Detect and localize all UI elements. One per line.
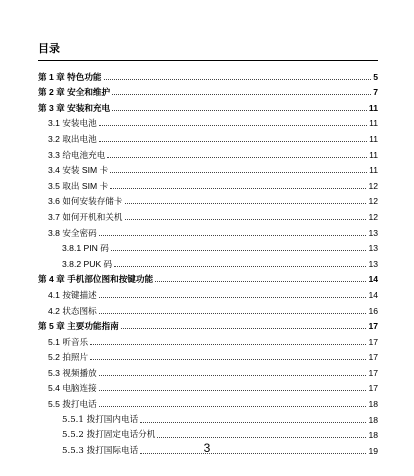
toc-entry[interactable]: [38, 82, 378, 98]
toc-entry-page: 11: [369, 118, 378, 129]
toc-entry-label: 5.4 电脑连接: [48, 383, 97, 394]
dot-leader: [111, 250, 367, 251]
toc-entry[interactable]: [38, 284, 378, 300]
toc-entry[interactable]: [38, 128, 378, 144]
dot-leader: [121, 328, 367, 329]
toc-entry-page: 12: [368, 211, 378, 222]
toc-entry[interactable]: [38, 425, 378, 441]
toc-entry[interactable]: [38, 97, 378, 113]
toc-entry[interactable]: [38, 144, 378, 160]
toc-entry-label: 3.3 给电池充电: [48, 149, 106, 160]
dot-leader: [104, 79, 372, 80]
toc-entry-page: 13: [368, 243, 378, 254]
toc-entry-page: 11: [369, 149, 378, 160]
toc-entry-label: 3.1 安装电池: [48, 118, 97, 129]
toc-entry[interactable]: [38, 378, 378, 394]
toc-entry-page: 13: [368, 227, 378, 238]
toc-entry-label: 3.4 安装 SIM 卡: [48, 165, 109, 176]
toc-entry[interactable]: [38, 409, 378, 425]
toc-entry-label: 5.5 拨打电话: [48, 399, 97, 410]
toc-entry[interactable]: [38, 113, 378, 129]
dot-leader: [155, 281, 366, 282]
toc-entry[interactable]: [38, 191, 378, 207]
toc-entry-page: 13: [368, 258, 378, 269]
toc-title: 目录: [38, 43, 60, 55]
toc-entry[interactable]: [38, 362, 378, 378]
toc-entry-label: 4.2 状态图标: [48, 305, 97, 316]
toc-entry-label: 第 4 章 手机部位图和按键功能: [38, 274, 154, 285]
toc-entry-page: 17: [368, 383, 378, 394]
toc-entry-label: 3.7 如何开机和关机: [48, 211, 123, 222]
dot-leader: [110, 188, 366, 189]
toc-entry-label: 3.2 取出电池: [48, 133, 97, 144]
toc-entry-page: 11: [369, 165, 378, 176]
toc-entry-page: 11: [368, 102, 378, 113]
dot-leader: [99, 297, 367, 298]
toc-entry-page: 11: [369, 133, 378, 144]
dot-leader: [99, 313, 367, 314]
toc-entry[interactable]: [38, 269, 378, 285]
toc-entry-label: 第 5 章 主要功能指南: [38, 321, 119, 332]
dot-leader: [112, 110, 367, 111]
toc-entry-page: 14: [368, 289, 378, 300]
dot-leader: [99, 141, 367, 142]
toc-entry-page: 12: [368, 180, 378, 191]
toc-entry-page: 17: [368, 352, 378, 363]
dot-leader: [107, 157, 367, 158]
toc-entry-label: 5.3 视频播放: [48, 367, 97, 378]
dot-leader: [125, 203, 367, 204]
toc-entry-page: 18: [368, 414, 378, 425]
toc-entry[interactable]: [38, 316, 378, 332]
dot-leader: [90, 359, 366, 360]
page-number: 3: [203, 441, 211, 455]
toc-entry-page: 19: [368, 445, 378, 456]
toc-entry-page: 18: [368, 430, 378, 441]
toc-entry[interactable]: [38, 206, 378, 222]
dot-leader: [125, 219, 367, 220]
toc-entry-label: 3.8.1 PIN 码: [62, 243, 109, 254]
dot-leader: [90, 344, 366, 345]
toc-entry-label: 5.5.1 拨打国内电话: [62, 414, 139, 425]
toc-entry-label: 5.1 听音乐: [48, 336, 89, 347]
toc-entry-page: 12: [368, 196, 378, 207]
toc-entry-page: 7: [373, 87, 378, 98]
toc-entry-label: 3.6 如何安装存储卡: [48, 196, 123, 207]
toc-entry[interactable]: [38, 393, 378, 409]
dot-leader: [99, 390, 367, 391]
dot-leader: [140, 422, 366, 423]
toc-entry-label: 3.8 安全密码: [48, 227, 97, 238]
toc-entry-page: 17: [368, 336, 378, 347]
title-divider: [38, 60, 378, 61]
toc-entry-label: 5.2 拍照片: [48, 352, 89, 363]
dot-leader: [99, 235, 367, 236]
dot-leader: [99, 375, 367, 376]
toc-entry[interactable]: [38, 175, 378, 191]
dot-leader: [99, 125, 367, 126]
toc-entry[interactable]: [38, 160, 378, 176]
dot-leader: [112, 94, 371, 95]
toc-entry-label: 第 1 章 特色功能: [38, 71, 102, 82]
dot-leader: [110, 172, 367, 173]
toc-entry-page: 17: [368, 367, 378, 378]
toc-entry-page: 14: [368, 274, 378, 285]
dot-leader: [157, 437, 366, 438]
toc-entry-label: 5.5.3 拨打国际电话: [62, 445, 139, 456]
toc-entry-label: 3.8.2 PUK 码: [62, 258, 113, 269]
toc-entry[interactable]: [38, 222, 378, 238]
toc-list: [38, 66, 378, 456]
toc-entry-page: 17: [368, 321, 378, 332]
dot-leader: [114, 266, 366, 267]
toc-entry-page: 16: [368, 305, 378, 316]
toc-entry[interactable]: [38, 253, 378, 269]
toc-entry[interactable]: [38, 347, 378, 363]
toc-entry[interactable]: [38, 300, 378, 316]
dot-leader: [99, 406, 367, 407]
toc-entry-page: 18: [368, 399, 378, 410]
toc-entry[interactable]: [38, 238, 378, 254]
toc-entry-label: 第 3 章 安装和充电: [38, 102, 111, 113]
toc-entry-page: 5: [373, 71, 378, 82]
toc-entry[interactable]: [38, 331, 378, 347]
toc-entry-label: 第 2 章 安全和维护: [38, 87, 111, 98]
toc-entry-label: 4.1 按键描述: [48, 289, 97, 300]
toc-entry-label: 5.5.2 拨打固定电话分机: [62, 430, 156, 441]
toc-entry-label: 3.5 取出 SIM 卡: [48, 180, 109, 191]
toc-entry[interactable]: [38, 66, 378, 82]
